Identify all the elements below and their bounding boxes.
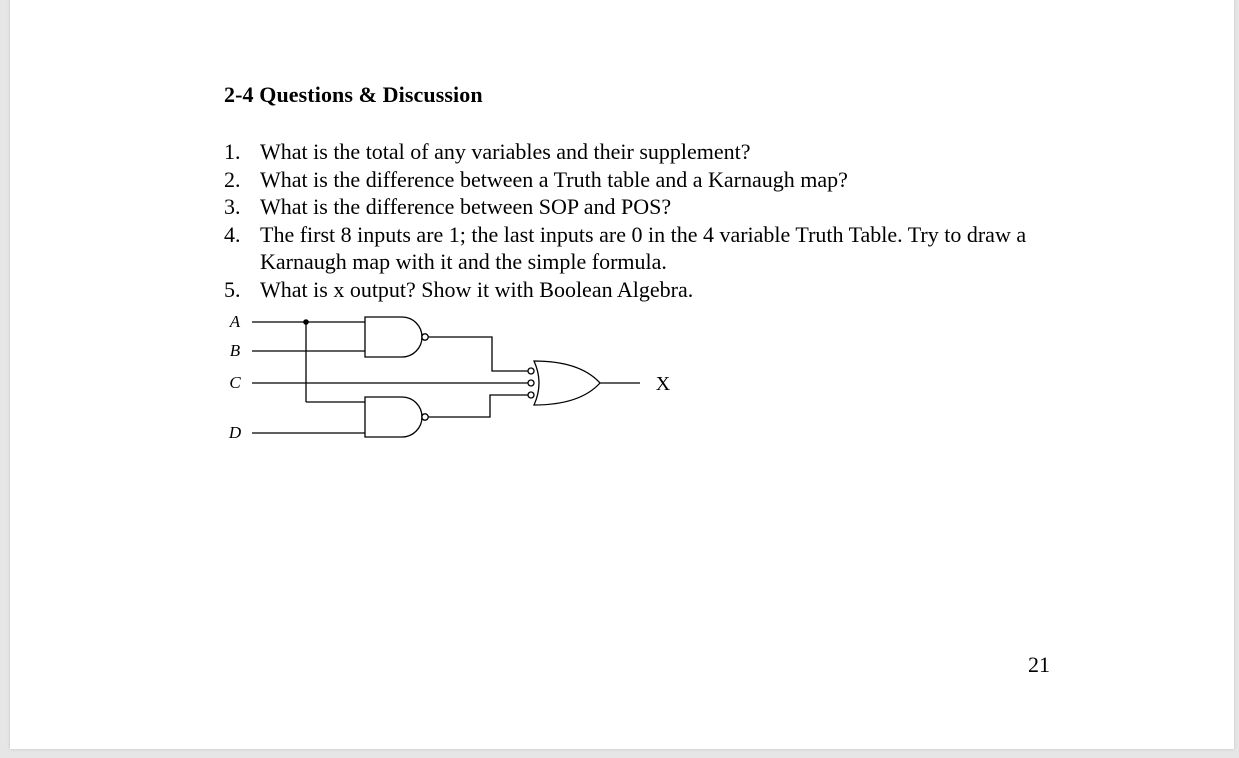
or-gate — [534, 361, 600, 405]
logic-circuit-diagram — [220, 305, 690, 455]
question-text: What is the difference between a Truth table and a Karnaugh map? — [260, 166, 848, 192]
question-item — [224, 276, 1064, 304]
input-c-label: C — [229, 373, 241, 392]
question-item — [224, 221, 1064, 276]
or-input-bubble-3 — [528, 392, 534, 398]
question-number: 2. — [224, 166, 241, 192]
question-text: What is the total of any variables and their supplement? — [260, 139, 751, 164]
or-input-bubble-1 — [528, 368, 534, 374]
input-a-label: A — [229, 312, 241, 331]
nand-bubble-1 — [422, 334, 428, 340]
or-input-bubble-2 — [528, 380, 534, 386]
output-x-label: X — [655, 373, 671, 395]
wire-gate1-out — [428, 337, 528, 371]
input-b-label: B — [229, 341, 241, 360]
question-list — [224, 138, 1064, 303]
question-number: 4. — [224, 221, 241, 247]
question-item — [224, 193, 1064, 221]
input-d-label: D — [228, 423, 242, 442]
question-number: 3. — [224, 194, 241, 219]
nand-bubble-2 — [422, 414, 428, 420]
question-text: What is x output? Show it with Boolean Algebra. — [260, 276, 694, 302]
question-item — [224, 138, 1064, 166]
nand-gate-1 — [365, 317, 422, 357]
document-page — [10, 0, 1234, 749]
question-text: What is the difference between SOP and POS? — [260, 194, 672, 219]
section-heading: 2-4 Questions & Discussion — [224, 82, 483, 107]
question-text: The first 8 inputs are 1; the last inputs are 0 in the 4 variable Truth Table. Try to draw a Karnaugh map with it and the simple formula. — [260, 221, 1027, 274]
page-number: 21 — [1028, 652, 1050, 677]
question-number: 5. — [224, 276, 241, 302]
question-item — [224, 166, 1064, 194]
wire-gate2-out — [428, 395, 528, 417]
nand-gate-2 — [365, 397, 422, 437]
question-number: 1. — [224, 139, 241, 164]
